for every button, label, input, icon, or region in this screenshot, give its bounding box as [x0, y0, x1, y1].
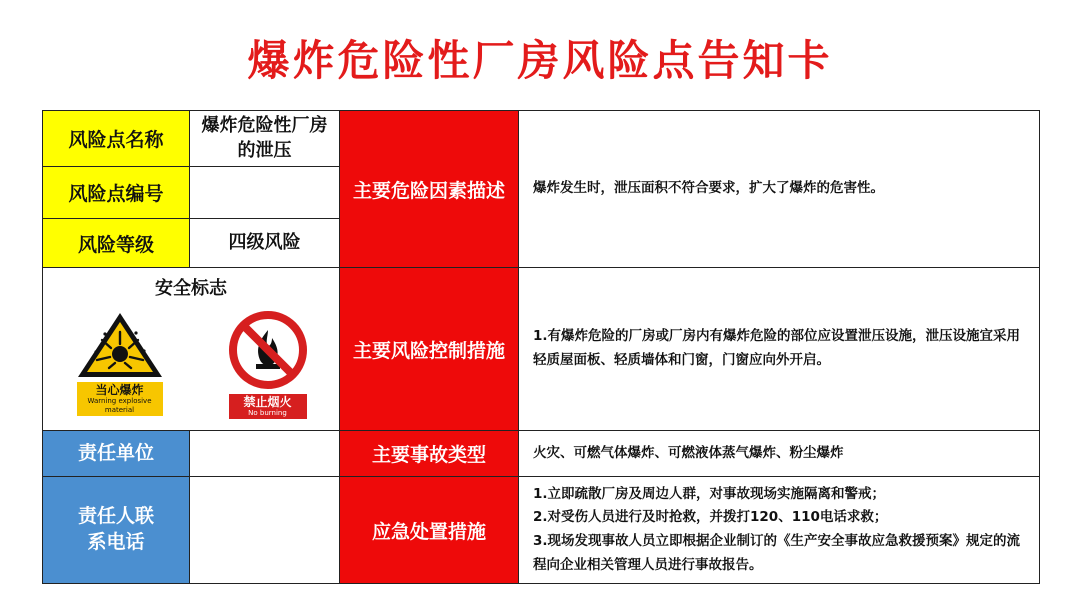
no-fire-icon [228, 310, 308, 390]
control-label: 主要风险控制措施 [339, 267, 519, 431]
risk-level-value: 四级风险 [189, 218, 340, 268]
accident-types: 火灾、可燃气体爆炸、可燃液体蒸气爆炸、粉尘爆炸 [518, 430, 1040, 477]
contact-value [189, 476, 340, 584]
emergency-item: 3.现场发现事故人员立即根据企业制订的《生产安全事故应急救援预案》规定的流程向企业相关管理人员进行事故报告。 [533, 533, 1021, 573]
emergency-item: 1.立即疏散厂房及周边人群，对事故现场实施隔离和警戒； [533, 485, 886, 502]
risk-code-value [189, 166, 340, 219]
contact-label: 责任人联系电话 [42, 476, 190, 584]
no-fire-caption: 禁止烟火 No burning [229, 394, 307, 419]
risk-notice-card [42, 110, 1040, 584]
accident-type-label: 主要事故类型 [339, 430, 519, 477]
emergency-item: 2.对受伤人员进行及时抢救，并拨打120、110电话求救； [533, 509, 888, 526]
control-measures: 1.有爆炸危险的厂房或厂房内有爆炸危险的部位应设置泄压设施，泄压设施宜采用轻质屋面板、轻质墙体和门窗，门窗应向外开启。 [518, 267, 1040, 431]
risk-name-label: 风险点名称 [42, 110, 190, 167]
risk-name-value: 爆炸危险性厂房的泄压 [189, 110, 340, 167]
emergency-measures [518, 476, 1040, 584]
card-title: 爆炸危险性厂房风险点告知卡 [247, 36, 833, 85]
hazard-label: 主要危险因素描述 [339, 110, 519, 268]
responsible-unit-label: 责任单位 [42, 430, 190, 477]
explosion-warning-sign [75, 310, 165, 419]
explosion-warning-caption: 当心爆炸 Warning explosive material [77, 382, 163, 416]
safety-signs-panel [42, 267, 340, 431]
hazard-description: 爆炸发生时，泄压面积不符合要求，扩大了爆炸的危害性。 [518, 110, 1040, 268]
emergency-label: 应急处置措施 [339, 476, 519, 584]
responsible-unit-value [189, 430, 340, 477]
no-fire-sign [228, 310, 308, 419]
risk-code-label: 风险点编号 [42, 166, 190, 219]
safety-signs-title: 安全标志 [155, 278, 227, 299]
risk-level-label: 风险等级 [42, 218, 190, 268]
explosion-warning-icon [75, 310, 165, 380]
